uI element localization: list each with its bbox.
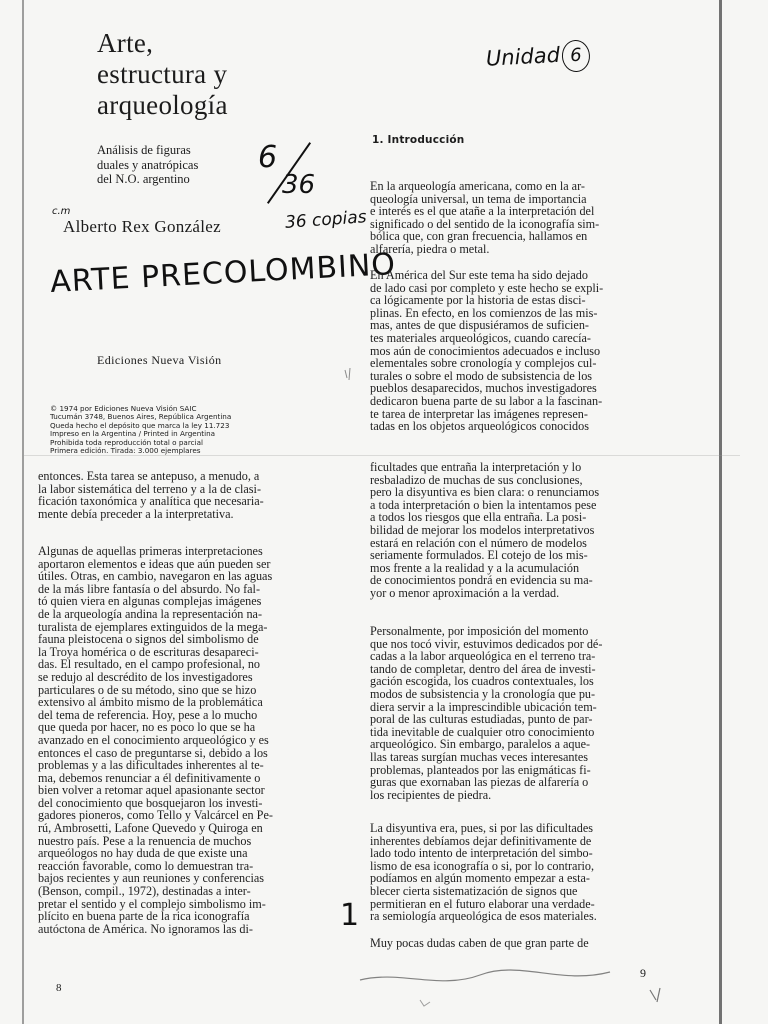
text-line: ma, debemos renunciar a él definitivamente o <box>38 770 261 785</box>
text-line: aportaron elementos e ideas que aún pueden ser <box>38 556 271 571</box>
text-line: poral de las culturas estudiadas, punto de par- <box>370 712 593 727</box>
book-title-line: Arte, <box>97 28 154 58</box>
text-line: particulares o de su método, sino que se hizo <box>38 682 257 697</box>
text-line: Muy pocas dudas caben de que gran parte de <box>370 936 589 950</box>
text-line: lismo de esa iconografía o si, por lo contrario, <box>370 858 595 873</box>
book-title-line: estructura y <box>97 59 228 89</box>
text-line: diera servir a la imprescindible ubicación tem- <box>370 699 597 714</box>
text-line: Algunas de aquellas primeras interpretaciones <box>38 544 263 558</box>
text-line: gación escogida, los cuadros contextuales, los <box>370 674 594 689</box>
text-line: reacción favorable, como lo demuestran tra- <box>38 858 254 873</box>
page-number-left: 8 <box>56 982 62 994</box>
text-line: estará en relación con el número de modelos <box>370 535 587 550</box>
text-line: turalista de ejemplares extinguidos de la mega- <box>38 619 268 634</box>
text-line: inherentes debíamos dejar definitivamente de <box>370 833 592 848</box>
text-line: ca lógicamente por la historia de estas disci- <box>370 293 586 308</box>
text-line: avanzado en el conocimiento arqueológico y es <box>38 732 269 747</box>
text-line: extensivo al ámbito mismo de la problemática <box>38 695 263 710</box>
text-line: rú, Ambrosetti, Lafone Quevedo y Quiroga en <box>38 821 263 836</box>
text-line: arqueólogos no hay duda de que existe una <box>38 846 248 861</box>
book-author: Alberto Rex González <box>63 217 221 236</box>
copyright-line: Impreso en la Argentina / Printed in Argentina <box>50 429 216 439</box>
text-line: la labor sistemática del terreno y a la de clasi- <box>38 481 261 496</box>
text-line: resbaladizo de muchas de sus conclusiones, <box>370 472 583 487</box>
copyright-line: © 1974 por Ediciones Nueva Visión SAIC <box>50 404 197 413</box>
text-line: fauna pleistocena o signos del simbolismo de <box>38 632 259 647</box>
text-line: podíamos en algún momento empezar a esta- <box>370 871 590 886</box>
text-line: La disyuntiva era, pues, si por las dificultades <box>370 821 594 835</box>
handwritten-unidad-word: Unidad <box>485 42 561 71</box>
text-line: que queda por hacer, no es poco lo que se ha <box>38 720 256 735</box>
handwritten-unidad-number: 6 <box>561 39 591 72</box>
text-line: tes materiales arqueológicos, cuando carecía- <box>370 330 591 345</box>
fraction-numerator: 6 <box>258 140 278 175</box>
text-line: te tarea de interpretar las imágenes represen- <box>370 406 588 421</box>
text-line: En la arqueología americana, como en la ar- <box>370 179 585 193</box>
copyright-line: Primera edición. Tirada: 3.000 ejemplares <box>50 446 201 456</box>
text-line: pero la disyuntiva es bien clara: o renunciamos <box>370 485 600 500</box>
text-line: a toda interpretación o bien la intentamos pese <box>370 497 597 512</box>
book-publisher: Ediciones Nueva Visión <box>97 353 222 367</box>
handwritten-arte-precolombino: ARTE PRECOLOMBINO <box>49 246 397 301</box>
text-line: pueblos desaparecidos, muchos investigadores <box>370 381 597 396</box>
text-line: mente debía preceder a la interpretativa. <box>38 506 234 521</box>
page-number-right: 9 <box>640 966 646 980</box>
text-line: los recipientes de piedra. <box>370 787 492 802</box>
text-line: tó quien viera en algunas complejas imágenes <box>38 594 262 609</box>
text-line: tida inevitable de cualquier otro conocimiento <box>370 724 595 739</box>
text-line: de la arqueología andina la representación na- <box>38 606 263 621</box>
text-line: nuestro país. Pese a la renuencia de muchos <box>38 833 252 848</box>
text-line: entonces. Esta tarea se antepuso, a menudo, a <box>38 469 260 483</box>
text-line: bajos recientes y aun reuniones y conferencias <box>38 871 265 886</box>
text-line: que nos tocó vivir, estuvimos dedicados por dé- <box>370 636 603 651</box>
copyright-line: Tucumán 3748, Buenos Aires, República Argentina <box>50 412 232 422</box>
text-line: del conocimiento que bosquejaron los investi- <box>38 795 263 810</box>
text-line: mas, antes de que dispusiéramos de suficien- <box>370 318 589 333</box>
text-line: problemas y a las dificultades inherentes al te- <box>38 758 264 773</box>
text-line: autóctona de América. No ignoramos las di- <box>38 921 253 936</box>
text-line: de lado casi por completo y este hecho se expli- <box>370 280 604 295</box>
text-line: cadas a la labor arqueológica en el terreno tra- <box>370 649 596 664</box>
text-line: de conocimientos pondrá en evidencia su ma- <box>370 573 593 588</box>
text-line: guras que exornaban las piezas de alfarería o <box>370 775 589 790</box>
text-line: Personalmente, por imposición del momento <box>370 624 589 638</box>
text-line: ra semiología arqueológica de esos materiales. <box>370 909 597 924</box>
text-line: seriamente formulados. El cotejo de los mis- <box>370 548 588 563</box>
subtitle-line: duales y anatrópicas <box>97 157 199 172</box>
text-line: turales o sobre el modo de subsistencia de los <box>370 368 593 383</box>
subtitle-line: del N.O. argentino <box>97 172 190 186</box>
text-line: mos aún de conocimientos adecuados e incluso <box>370 343 601 358</box>
subtitle-line: Análisis de figuras <box>97 143 191 157</box>
text-line: tando de completar, dentro del área de investi- <box>370 661 596 676</box>
section-heading: 1. Introducción <box>372 134 465 146</box>
text-line: (Benson, compil., 1972), destinadas a inter- <box>38 884 251 899</box>
text-line: del tema de referencia. Hoy, pese a lo mucho <box>38 707 258 722</box>
text-line: llas tareas surgían muchas veces interesantes <box>370 749 589 764</box>
text-line: bien volver a retomar aquel apasionante sector <box>38 783 265 798</box>
text-line: útiles. Otras, en cambio, navegaron en las aguas <box>38 569 273 584</box>
copyright-line: Queda hecho el depósito que marca la ley 11.723 <box>50 420 230 430</box>
text-line: permitieran en el futuro elaborar una verdade- <box>370 896 595 911</box>
copyright-line: Prohibida toda reproducción total o parcial <box>50 437 203 447</box>
text-line: entonces el caso de preguntarse si, debido a los <box>38 745 268 760</box>
text-line: bilidad de mejorar los modelos interpretativos <box>370 522 595 537</box>
text-line: a todos los riesgos que ella entraña. La posi- <box>370 510 587 525</box>
text-line: queología universal, un tema de importancia <box>370 191 587 206</box>
text-line: lado todo intento de interpretación del simbo- <box>370 846 593 861</box>
text-line: mos frente a la realidad y a la acumulación <box>370 560 580 575</box>
text-line: problemas, planteados por las enigmáticas fi- <box>370 762 591 777</box>
text-line: se redujo al descrédito de los investigadores <box>38 669 253 684</box>
handwritten-author-mark: c.m <box>52 206 71 217</box>
fraction-denominator: 36 <box>282 170 316 200</box>
text-line: gadores pioneros, como Tello y Valcárcel en Pe- <box>38 808 273 823</box>
text-line: pretar el sentido y el complejo simbolismo im- <box>38 896 266 911</box>
text-line: plícito en buena parte de la rica iconografía <box>38 909 250 924</box>
text-line: dedicaron buena parte de su labor a la fascinan- <box>370 393 603 408</box>
text-line: significado o del sentido de la iconografía sim- <box>370 216 600 231</box>
handwritten-copias: 36 copias <box>284 207 368 233</box>
text-line: arqueológico. Sin embargo, paralelos a aque- <box>370 737 591 752</box>
text-line: de la más libre fantasía o del absurdo. No fal- <box>38 581 261 596</box>
book-title-line: arqueología <box>97 90 228 120</box>
text-line: das. El resultado, en el campo profesional, no <box>38 657 261 672</box>
text-line: alfarería, piedra o metal. <box>370 241 490 256</box>
text-line: En América del Sur este tema ha sido dejado <box>370 268 588 282</box>
text-line: e interés es el que atañe a la interpretación del <box>370 204 595 219</box>
text-line: ficación taxonómica y analítica que necesaria- <box>38 494 264 509</box>
text-line: blecer cierta sistematización de signos que <box>370 883 578 898</box>
text-line: elementales sobre cronología y complejos cul- <box>370 356 597 371</box>
text-line: la Troya homérica o de escrituras desapareci- <box>38 644 259 659</box>
text-line: modos de subsistencia y la cronología que pu- <box>370 686 596 701</box>
handwritten-margin-number: 1 <box>340 898 360 933</box>
text-line: ficultades que entraña la interpretación y lo <box>370 460 582 474</box>
text-line: plinas. En efecto, en los comienzos de las mis- <box>370 305 598 320</box>
text-line: bólica que, con gran frecuencia, hallamos en <box>370 229 588 244</box>
text-line: yor o menor aproximación a la verdad. <box>370 585 560 600</box>
text-line: tadas en los objetos arqueológicos conocidos <box>370 419 589 434</box>
